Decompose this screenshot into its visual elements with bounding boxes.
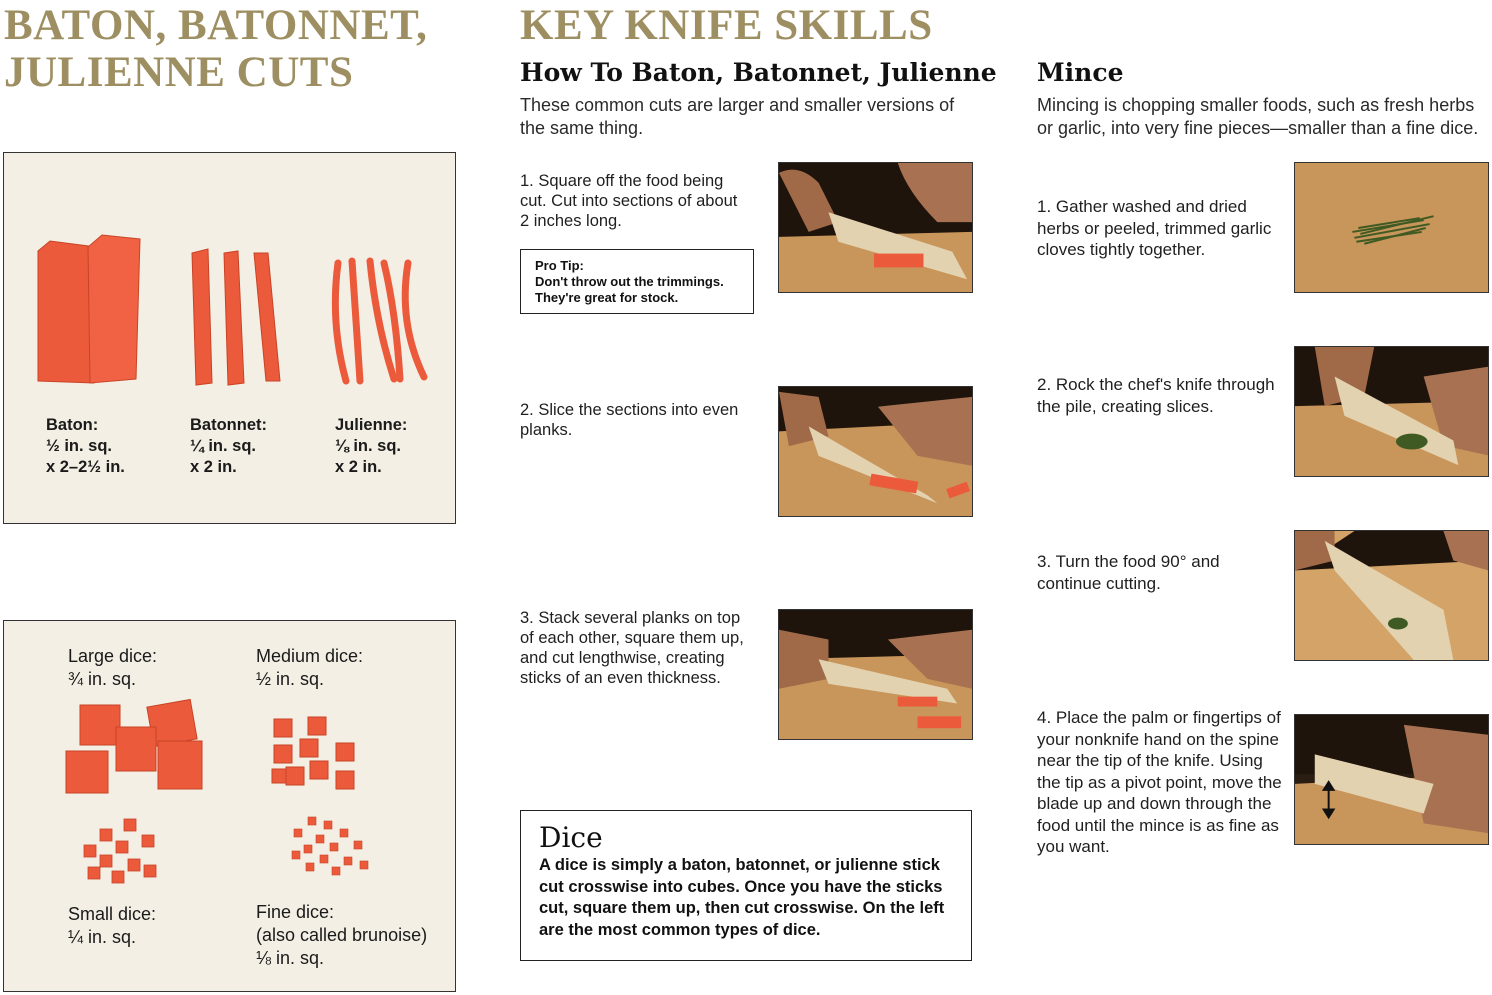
large-dice bbox=[66, 699, 202, 793]
left-title-line2: JULIENNE CUTS bbox=[4, 49, 354, 96]
pro-tip-line1: Don't throw out the trimmings. bbox=[535, 274, 724, 289]
left-title-line1: BATON, BATONNET, bbox=[4, 2, 428, 49]
dice-box-body: A dice is simply a baton, batonnet, or julienne stick cut crosswise into cubes. Once you have the sticks cut, square them up, then cut crosswise. On the left are the most common types of dice. bbox=[539, 856, 945, 939]
mince-intro: Mincing is chopping smaller foods, such as fresh herbs or garlic, into very fine pieces—smaller than a fine dice. bbox=[1037, 95, 1479, 138]
cuts-photo-panel bbox=[3, 152, 456, 524]
large-dice-label bbox=[68, 645, 157, 691]
medium-dice-size: ½ in. sq. bbox=[256, 669, 325, 689]
baton-label bbox=[46, 415, 125, 478]
julienne-name: Julienne: bbox=[335, 416, 408, 434]
medium-dice-label bbox=[256, 645, 363, 691]
middle-title: KEY KNIFE SKILLS bbox=[520, 2, 933, 49]
mince-photo-1 bbox=[1294, 162, 1489, 293]
mince-step-2: 2. Rock the chef's knife through the pile, creating slices. bbox=[1037, 375, 1275, 416]
julienne-label bbox=[335, 415, 407, 478]
batonnet-name: Batonnet: bbox=[190, 416, 267, 434]
medium-dice-name: Medium dice: bbox=[256, 646, 364, 666]
middle-photo-1 bbox=[778, 162, 973, 293]
fine-dice-note: (also called brunoise) bbox=[256, 925, 428, 945]
baton-size: ½ in. sq. bbox=[46, 437, 113, 455]
large-dice-size: ¾ in. sq. bbox=[68, 669, 137, 689]
fine-dice-name: Fine dice: bbox=[256, 902, 335, 922]
mince-step-4: 4. Place the palm or fingertips of your nonknife hand on the spine near the tip of the knife. Using the tip as a pivot point, move the blade up and down through the food until the mince is as fine as you want. bbox=[1037, 708, 1282, 856]
middle-photo-2 bbox=[778, 386, 973, 517]
middle-intro: These common cuts are larger and smaller versions of the same thing. bbox=[520, 95, 955, 138]
mince-step-1: 1. Gather washed and dried herbs or peeled, trimmed garlic cloves tightly together. bbox=[1037, 197, 1272, 259]
batonnet-sticks bbox=[192, 249, 280, 385]
baton-length: x 2–2½ in. bbox=[46, 458, 125, 476]
middle-photo-3 bbox=[778, 609, 973, 740]
batonnet-length: x 2 in. bbox=[190, 458, 237, 476]
mince-step-3: 3. Turn the food 90° and continue cutting. bbox=[1037, 552, 1220, 593]
mince-photo-4 bbox=[1294, 714, 1489, 845]
middle-heading: How To Baton, Batonnet, Julienne bbox=[520, 58, 997, 87]
julienne-length: x 2 in. bbox=[335, 458, 382, 476]
left-title bbox=[4, 2, 427, 96]
dice-box-heading: Dice bbox=[539, 821, 603, 854]
julienne-sticks bbox=[335, 261, 424, 381]
batonnet-size: ¼ in. sq. bbox=[190, 437, 257, 455]
baton-sticks bbox=[38, 235, 140, 383]
small-dice-name: Small dice: bbox=[68, 904, 157, 924]
middle-step-2: 2. Slice the sections into even planks. bbox=[520, 401, 739, 439]
mince-photo-3 bbox=[1294, 530, 1489, 661]
medium-dice bbox=[272, 717, 354, 789]
mince-heading: Mince bbox=[1037, 58, 1124, 87]
large-dice-name: Large dice: bbox=[68, 646, 158, 666]
pro-tip-line2: They're great for stock. bbox=[535, 290, 679, 305]
small-dice-label bbox=[68, 903, 156, 949]
mince-photo-2 bbox=[1294, 346, 1489, 477]
fine-dice-size: ⅛ in. sq. bbox=[256, 948, 325, 968]
fine-dice bbox=[292, 817, 368, 875]
middle-step-3: 3. Stack several planks on top of each other, square them up, and cut lengthwise, creating sticks of an even thickness. bbox=[520, 609, 744, 687]
dice-info-box bbox=[520, 810, 972, 961]
fine-dice-label bbox=[256, 901, 427, 970]
small-dice-size: ¼ in. sq. bbox=[68, 927, 137, 947]
middle-step-1: 1. Square off the food being cut. Cut into sections of about 2 inches long. bbox=[520, 172, 738, 230]
julienne-size: ⅛ in. sq. bbox=[335, 437, 402, 455]
small-dice bbox=[84, 819, 156, 883]
pro-tip-box bbox=[520, 249, 754, 314]
batonnet-label bbox=[190, 415, 267, 478]
dice-photo-panel bbox=[3, 620, 456, 992]
pro-tip-label: Pro Tip: bbox=[535, 258, 584, 273]
baton-name: Baton: bbox=[46, 416, 99, 434]
